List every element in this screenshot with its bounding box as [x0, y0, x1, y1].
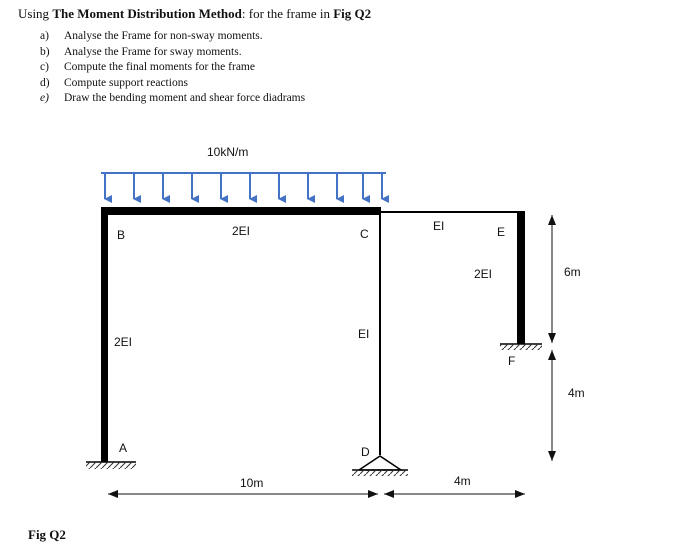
dim-bc-label: 10m — [240, 476, 264, 490]
node-f-label: F — [508, 354, 516, 368]
column-ef-stiffness-label: 2EI — [474, 267, 493, 281]
support-a-fixed — [86, 462, 136, 469]
task-item-e: e) Draw the bending moment and shear force diadrams — [40, 92, 306, 104]
column-ef — [517, 211, 525, 344]
column-ab — [101, 207, 108, 462]
task-item-b: b) Analyse the Frame for sway moments. — [40, 45, 242, 58]
beam-bc-stiffness-label: 2EI — [232, 224, 251, 238]
beam-ce-stiffness-label: EI — [433, 219, 445, 233]
task-item-d: d) Compute support reactions — [40, 76, 188, 89]
method-name: The Moment Distribution Method — [52, 6, 242, 21]
column-cd-stiffness-label: EI — [358, 327, 370, 341]
support-d-pinned — [352, 456, 408, 476]
task-item-a: a) Analyse the Frame for non-sway moments. — [40, 30, 263, 42]
node-d-label: D — [361, 445, 370, 459]
figure-caption: Fig Q2 — [28, 527, 66, 542]
node-c-label: C — [360, 227, 369, 241]
beam-bc — [101, 207, 381, 215]
dim-ef-label: 6m — [564, 265, 581, 279]
node-b-label: B — [117, 228, 126, 242]
frame-members — [101, 207, 525, 462]
support-f-fixed — [500, 344, 542, 350]
figure-reference: Fig Q2 — [333, 6, 372, 21]
distributed-load — [101, 145, 386, 199]
node-a-label: A — [119, 441, 128, 455]
dim-ce-label: 4m — [454, 474, 471, 488]
task-item-c: c) Compute the final moments for the frame — [40, 61, 255, 73]
dim-fd-label: 4m — [568, 386, 585, 400]
column-ab-stiffness-label: 2EI — [114, 335, 133, 349]
question-title: Using The Moment Distribution Method: for the frame in Fig Q2 — [18, 6, 372, 21]
node-e-label: E — [497, 225, 506, 239]
load-label: 10kN/m — [207, 145, 249, 159]
